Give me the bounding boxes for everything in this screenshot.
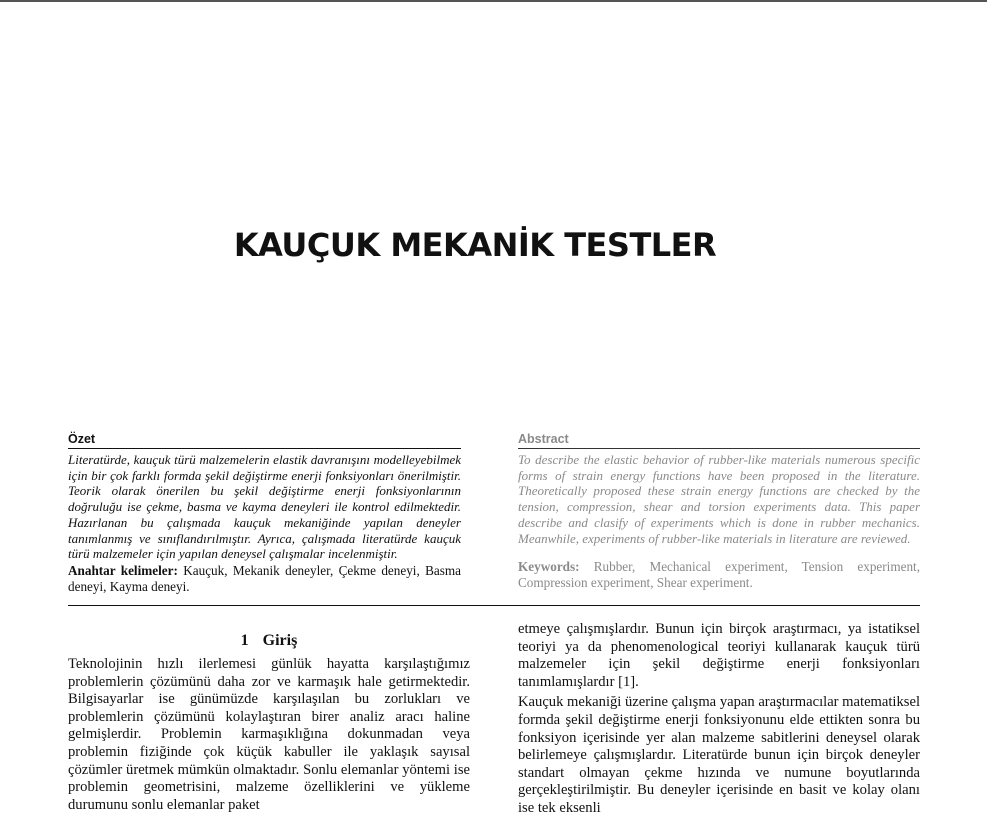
abstract-heading: Abstract [518, 428, 920, 449]
abstract-divider [68, 605, 920, 606]
intro-paragraph-1: Teknolojinin hızlı ilerlemesi günlük hayatta karşılaştığımız problemlerin çözümünü daha zor ve karmaşık hale getirmektedir. Bilgisayarlar ise günümüzde karşılaşılan bu zorlukları ve problemlerin çözümünü kolaylaştıran birer analiz aracı haline gelmişlerdir. Problemin karmaşıklığına dokunmadan veya problemin fiziğinde çok küçük kabuller ile yaklaşık sayısal çözümler üretmek mümkün olmaktadır. Sonlu elemanlar yöntemi ise problemin geometrisini, malzeme özelliklerini ve yükleme durumunu sonlu elemanlar paket [68, 656, 470, 813]
intro-paragraph-3: Kauçuk mekaniği üzerine çalışma yapan araştırmacılar matematiksel formda şekil değiştirme enerji fonksiyonunu elde ettikten sonra bu fonksiyon içerisinde yer alan malzeme sabitlerini deneysel olarak belirlemeye çalışmışlardır. Literatürde bunun için birçok deneyler standart olmayan çekme hızında ve numune boyutlarında gerçekleştirilmiştir. Bu deneyler içerisinde en basit ve kolay olanı ise tek eksenli [518, 694, 920, 816]
intro-paragraph-2: etmeye çalışmışlardır. Bunun için birçok araştırmacı, ya istatiksel teoriyi ya da phenomenological teoriyi kullanarak kauçuk türü malzemeler için şekil değiştirme enerji fonksiyonları tanımlamışlardır [1]. [518, 621, 920, 690]
abstract-keywords-text: Rubber, Mechanical experiment, Tension experiment, Compression experiment, Shear experiment. [518, 559, 921, 591]
abstract-block [518, 428, 920, 591]
section-number: 1 [240, 632, 249, 649]
section-title: Giriş [262, 632, 298, 649]
paper-title: KAUÇUK MEKANİK TESTLER [233, 226, 717, 264]
body-left-column [68, 628, 470, 817]
ozet-block [68, 428, 461, 595]
abstract-keywords [518, 559, 920, 591]
ozet-heading: Özet [68, 428, 461, 449]
ozet-text: Literatürde, kauçuk türü malzemelerin elastik davranışını modelleyebilmek için bir çok farklı formda şekil değiştirme enerji fonksiyonları önerilmiştir. Teorik olarak önerilen bu şekil değiştirme enerji fonksiyonlarının doğruluğu ise çekme, basma ve kayma deneyleri ile kontrol edilmektedir. Hazırlanan bu çalışmada kauçuk mekaniğinde yapılan deneyler tanımlanmış ve sınıflandırılmıştır. Ayrıca, çalışmada literatürde kauçuk türü malzemeler için yapılan deneysel çalışmalar incelenmiştir. [68, 452, 461, 562]
abstract-keywords-label: Keywords: [518, 559, 580, 575]
body-right-column [518, 621, 920, 821]
ozet-keywords [68, 563, 461, 595]
top-border [0, 0, 987, 2]
abstract-text: To describe the elastic behavior of rubber-like materials numerous specific forms of strain energy functions have been proposed in the literature. Theoretically proposed these strain energy functions are checked by the tension, compression, shear and torsion experiments data. This paper describe and clasify of experiments which is done in rubber mechanics. Meanwhile, experiments of rubber-like materials in literature are reviewed. [518, 452, 920, 546]
ozet-keywords-label: Anahtar kelimeler: [68, 562, 178, 578]
section-heading [68, 628, 470, 654]
ozet-keywords-text: Kauçuk, Mekanik deneyler, Çekme deneyi, Basma deneyi, Kayma deneyi. [68, 562, 462, 594]
